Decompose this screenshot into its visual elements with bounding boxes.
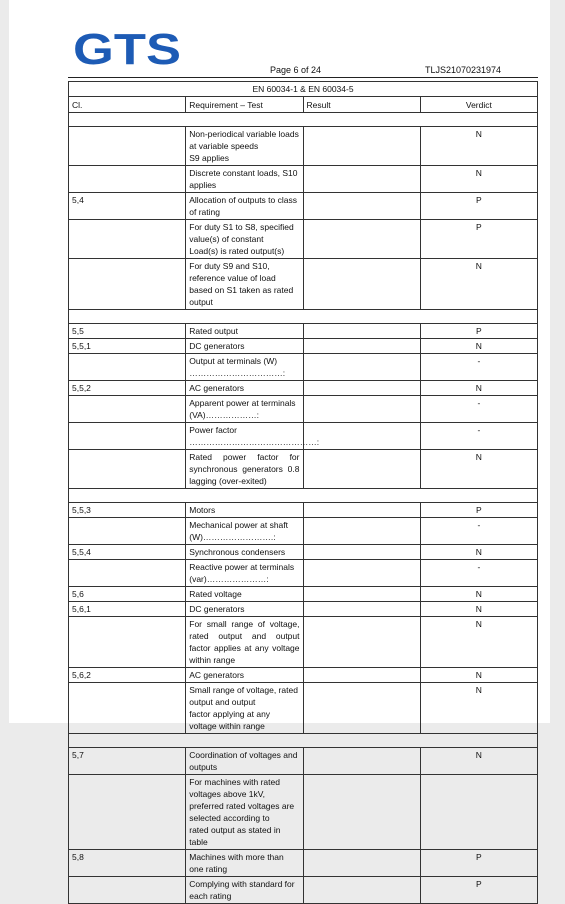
requirement-cell <box>186 748 303 775</box>
requirement-line: Discrete constant loads, S10 applies <box>189 168 298 190</box>
table-row <box>69 668 538 683</box>
requirement-cell <box>186 220 303 259</box>
clause-cell <box>69 259 186 310</box>
verdict-cell <box>420 775 537 850</box>
requirement-line: Motors <box>189 505 216 515</box>
requirement-cell <box>186 850 303 877</box>
requirement-line: For small range of voltage, rated output and output <box>189 619 300 641</box>
clause-cell <box>69 683 186 734</box>
result-cell <box>303 220 420 259</box>
requirement-cell <box>186 396 303 423</box>
table-row <box>69 545 538 560</box>
verdict-cell: - <box>420 423 537 450</box>
clause-cell: 5,5 <box>69 324 186 339</box>
clause-cell <box>69 877 186 904</box>
result-cell <box>303 193 420 220</box>
result-cell <box>303 127 420 166</box>
result-cell <box>303 602 420 617</box>
table-row <box>69 324 538 339</box>
table-row <box>69 259 538 310</box>
requirement-cell <box>186 518 303 545</box>
table-row <box>69 617 538 668</box>
document-page <box>9 0 550 901</box>
clause-cell: 5,8 <box>69 850 186 877</box>
clause-cell <box>69 127 186 166</box>
requirement-line: Reactive power at terminals (var)…………………: <box>189 562 295 584</box>
requirement-cell <box>186 560 303 587</box>
result-cell <box>303 259 420 310</box>
table-row <box>69 193 538 220</box>
table-row <box>69 423 538 450</box>
spacer-cell <box>69 489 538 503</box>
verdict-cell: N <box>420 602 537 617</box>
requirement-cell <box>186 259 303 310</box>
clause-cell <box>69 617 186 668</box>
table-row <box>69 683 538 734</box>
result-cell <box>303 748 420 775</box>
requirement-cell <box>186 668 303 683</box>
table-row <box>69 602 538 617</box>
clause-cell <box>69 396 186 423</box>
requirement-line: Load(s) is rated output(s) <box>189 246 285 256</box>
requirement-cell <box>186 166 303 193</box>
verdict-cell: P <box>420 503 537 518</box>
verdict-cell: N <box>420 259 537 310</box>
clause-cell: 5,4 <box>69 193 186 220</box>
result-cell <box>303 617 420 668</box>
requirement-line: Mechanical power at shaft (W)…………………….: <box>189 520 288 542</box>
requirement-cell <box>186 683 303 734</box>
clause-cell <box>69 220 186 259</box>
requirement-line: Rated output <box>189 326 238 336</box>
result-cell <box>303 324 420 339</box>
requirement-line: preferred rated voltages are selected according to <box>189 801 295 823</box>
verdict-cell: N <box>420 381 537 396</box>
requirement-line: Coordination of voltages and outputs <box>189 750 298 772</box>
table-row <box>69 396 538 423</box>
requirement-line: DC generators <box>189 341 245 351</box>
table-row <box>69 166 538 193</box>
verdict-cell: P <box>420 850 537 877</box>
verdict-cell: N <box>420 166 537 193</box>
verdict-cell: - <box>420 518 537 545</box>
requirement-line: AC generators <box>189 383 245 393</box>
table-row <box>69 775 538 850</box>
requirement-cell <box>186 587 303 602</box>
requirement-line: For duty S1 to S8, specified value(s) of constant <box>189 222 294 244</box>
spacer-cell <box>69 113 538 127</box>
table-row <box>69 587 538 602</box>
requirement-line: DC generators <box>189 604 245 614</box>
report-number: TLJS21070231974 <box>425 65 502 75</box>
verdict-cell: N <box>420 617 537 668</box>
result-cell <box>303 775 420 850</box>
verdict-cell: P <box>420 324 537 339</box>
requirement-line: AC generators <box>189 670 245 680</box>
result-cell <box>303 503 420 518</box>
table-row <box>69 220 538 259</box>
clause-cell <box>69 518 186 545</box>
clause-cell: 5,7 <box>69 748 186 775</box>
result-cell <box>303 381 420 396</box>
requirement-line: Non-periodical variable loads at variable speeds <box>189 129 299 151</box>
requirement-cell <box>186 127 303 166</box>
result-cell <box>303 850 420 877</box>
requirement-line: S9 applies <box>189 153 229 163</box>
page-number: Page 6 of 24 <box>270 65 322 75</box>
requirement-line: Machines with more than one rating <box>189 852 284 874</box>
requirement-line: Complying with standard for each rating <box>189 879 295 901</box>
verdict-cell: P <box>420 193 537 220</box>
requirement-cell <box>186 354 303 381</box>
group-spacer <box>69 113 538 127</box>
result-cell <box>303 587 420 602</box>
standard-title-row <box>69 82 538 97</box>
requirement-cell <box>186 775 303 850</box>
verdict-cell: P <box>420 877 537 904</box>
verdict-cell: N <box>420 683 537 734</box>
result-cell <box>303 545 420 560</box>
result-cell <box>303 423 420 450</box>
requirement-cell <box>186 324 303 339</box>
table-row <box>69 450 538 489</box>
result-cell <box>303 166 420 193</box>
requirement-cell <box>186 423 320 450</box>
clause-cell <box>69 560 186 587</box>
table-row <box>69 748 538 775</box>
requirement-line: Output at terminals (W) ……………………………: <box>189 356 286 378</box>
gts-logo <box>71 25 183 74</box>
table-row <box>69 518 538 545</box>
requirement-line: Power factor ………………………………………: <box>189 425 320 447</box>
verdict-cell: N <box>420 748 537 775</box>
verdict-cell: N <box>420 127 537 166</box>
table-row <box>69 877 538 904</box>
requirement-line: Rated power factor for synchronous generators 0.8 <box>189 452 300 474</box>
result-cell <box>303 877 420 904</box>
result-cell <box>303 683 420 734</box>
spacer-cell <box>69 310 538 324</box>
verdict-cell: - <box>420 560 537 587</box>
requirement-line: For duty S9 and S10, reference value of load <box>189 261 276 283</box>
requirement-cell <box>186 503 303 518</box>
result-cell <box>303 339 420 354</box>
table-row <box>69 850 538 877</box>
verdict-cell: N <box>420 545 537 560</box>
requirement-cell <box>186 602 303 617</box>
result-cell <box>303 354 420 381</box>
verdict-cell: - <box>420 354 537 381</box>
group-spacer <box>69 734 538 748</box>
column-header-row <box>69 97 538 113</box>
clause-cell: 5,5,3 <box>69 503 186 518</box>
clause-cell: 5,6 <box>69 587 186 602</box>
requirement-cell <box>186 193 303 220</box>
table-row <box>69 381 538 396</box>
clause-cell <box>69 775 186 850</box>
requirement-line: For machines with rated voltages above 1kV, <box>189 777 280 799</box>
requirement-line: rated output as stated in table <box>189 825 281 847</box>
clause-cell <box>69 450 186 489</box>
standard-title: EN 60034-1 & EN 60034-5 <box>69 82 538 97</box>
requirement-cell <box>186 339 303 354</box>
group-spacer <box>69 310 538 324</box>
verdict-cell: N <box>420 668 537 683</box>
col-header-clause: Cl. <box>69 97 186 113</box>
result-cell <box>303 396 420 423</box>
requirement-cell <box>186 381 303 396</box>
clause-cell: 5,5,1 <box>69 339 186 354</box>
clause-cell <box>69 166 186 193</box>
result-cell <box>303 560 420 587</box>
col-header-requirement: Requirement – Test <box>186 97 303 113</box>
requirement-line: factor applying at any voltage within range <box>189 709 271 731</box>
col-header-verdict: Verdict <box>420 97 537 113</box>
requirement-line: Apparent power at terminals (VA)………………: <box>189 398 296 420</box>
verdict-cell: N <box>420 450 537 489</box>
table-row <box>69 503 538 518</box>
result-cell <box>303 450 420 489</box>
requirement-cell <box>186 545 303 560</box>
col-header-result: Result <box>303 97 420 113</box>
table-row <box>69 127 538 166</box>
verdict-cell: P <box>420 220 537 259</box>
requirement-cell <box>186 450 303 489</box>
header-rule <box>68 77 538 78</box>
clause-cell <box>69 423 186 450</box>
requirement-line: based on S1 taken as rated output <box>189 285 294 307</box>
verdict-cell: - <box>420 396 537 423</box>
svg-text:GTS: GTS <box>73 25 181 74</box>
requirements-table <box>68 81 538 904</box>
verdict-cell: N <box>420 339 537 354</box>
clause-cell: 5,5,2 <box>69 381 186 396</box>
requirement-line: Allocation of outputs to class of rating <box>189 195 297 217</box>
result-cell <box>303 668 420 683</box>
table-row <box>69 339 538 354</box>
clause-cell: 5,6,1 <box>69 602 186 617</box>
clause-cell: 5,5,4 <box>69 545 186 560</box>
table-row <box>69 354 538 381</box>
requirement-cell <box>186 877 303 904</box>
requirement-cell <box>186 617 303 668</box>
requirement-line: Rated voltage <box>189 589 242 599</box>
group-spacer <box>69 489 538 503</box>
table-row <box>69 560 538 587</box>
result-cell <box>303 518 420 545</box>
requirement-line: Small range of voltage, rated output and output <box>189 685 298 707</box>
requirement-line: factor applies at any voltage within range <box>189 643 300 665</box>
clause-cell: 5,6,2 <box>69 668 186 683</box>
spacer-cell <box>69 734 538 748</box>
requirement-line: Synchronous condensers <box>189 547 286 557</box>
requirement-line: lagging (over-exited) <box>189 476 267 486</box>
clause-cell <box>69 354 186 381</box>
verdict-cell: N <box>420 587 537 602</box>
